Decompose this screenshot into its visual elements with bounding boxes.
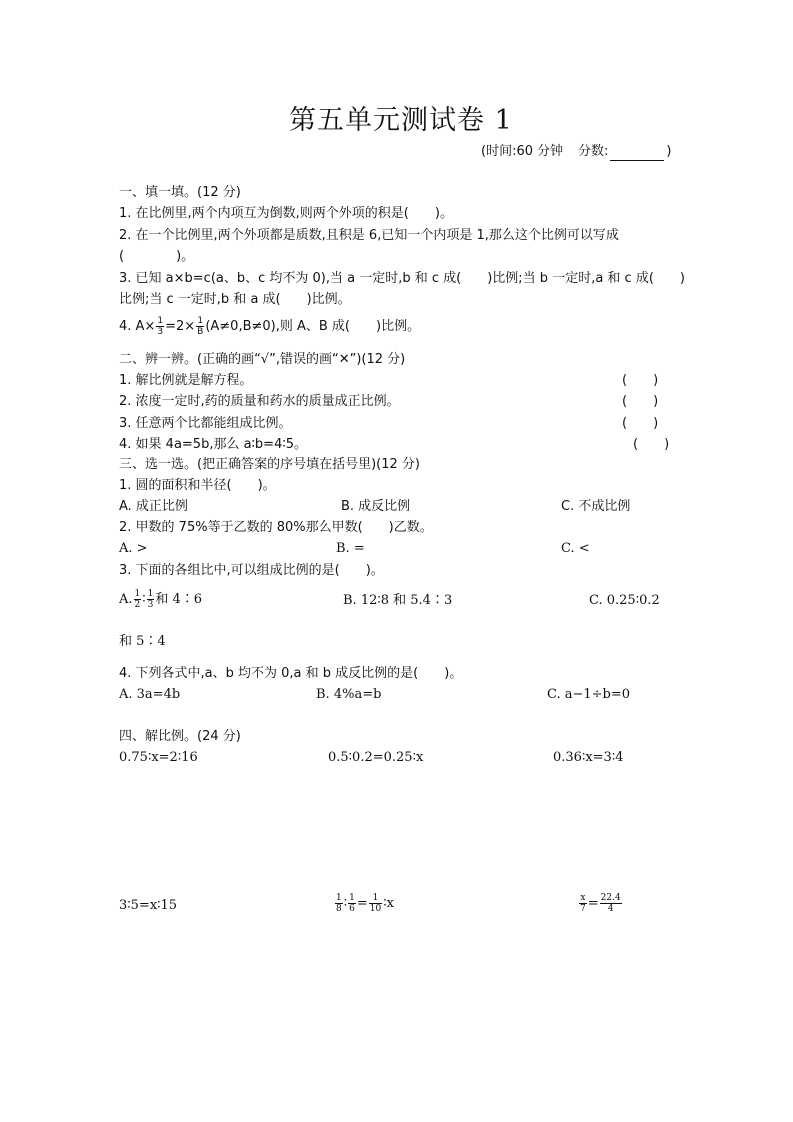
fraction-denominator: 10: [369, 904, 382, 914]
score-close: ): [666, 144, 672, 159]
s2-answer-bracket-3: ( ): [622, 416, 659, 431]
s2-answer-bracket-2: ( ): [622, 394, 659, 409]
s3-q4-option-a: A. 3a=4b: [119, 687, 181, 702]
s1-question-4: [119, 316, 420, 337]
s2-item-3: 3. 任意两个比都能组成比例。: [119, 416, 292, 431]
s3-q2-option-c: C. <: [561, 541, 590, 556]
fraction: [335, 893, 343, 914]
fraction: [348, 893, 356, 914]
s4-equation-4: 3∶5=x∶15: [119, 898, 178, 913]
fraction: [600, 893, 622, 914]
fraction-numerator: x: [580, 893, 586, 903]
fraction-numerator: 1: [349, 893, 355, 903]
fraction: [147, 589, 155, 610]
section1-heading: 一、填一填。(12 分): [119, 185, 241, 200]
s3-q1-option-b: B. 成反比例: [341, 499, 411, 514]
equation-tail: ∶x: [383, 896, 394, 911]
score-blank: [610, 147, 664, 161]
section3-heading: 三、选一选。(把正确答案的序号填在括号里)(12 分): [119, 457, 420, 472]
s3-question-1: 1. 圆的面积和半径( )。: [119, 478, 276, 493]
q4-suffix: (A≠0,B≠0),则 A、B 成( )比例。: [205, 319, 421, 334]
s3-q2-option-b: B. =: [336, 541, 365, 556]
fraction-denominator: 3: [147, 600, 154, 610]
equals-sign: =: [356, 896, 368, 911]
s3-q1-option-c: C. 不成比例: [561, 499, 631, 514]
option-a-prefix: A.: [119, 592, 133, 607]
s3-q1-option-a: A. 成正比例: [119, 499, 188, 514]
s3-question-2: 2. 甲数的 75%等于乙数的 80%那么甲数( )乙数。: [119, 520, 433, 535]
s3-q3-option-a: [119, 589, 202, 610]
s3-question-3: 3. 下面的各组比中,可以组成比例的是( )。: [119, 563, 384, 578]
s1-question-1: 1. 在比例里,两个内项互为倒数,则两个外项的积是( )。: [119, 206, 453, 221]
fraction-numerator: 1: [369, 893, 382, 904]
ratio-colon: ∶: [142, 592, 146, 607]
fraction-denominator: 3: [157, 327, 164, 337]
fraction-denominator: 8: [336, 904, 342, 914]
s2-answer-bracket-4: ( ): [633, 437, 670, 452]
score-field: [578, 143, 671, 161]
fraction-numerator: 1: [134, 589, 141, 599]
s2-answer-bracket-1: ( ): [622, 373, 659, 388]
s3-question-4: 4. 下列各式中,a、b 均不为 0,a 和 b 成反比例的是( )。: [119, 666, 463, 681]
s3-q4-option-c: C. a−1÷b=0: [547, 687, 631, 702]
fraction-numerator: 1: [197, 316, 204, 326]
section2-heading: 二、辨一辨。(正确的画“√”,错误的画“✕”)(12 分): [119, 352, 406, 367]
equals-sign: =: [587, 896, 599, 911]
s2-item-4: 4. 如果 4a=5b,那么 a∶b=4∶5。: [119, 437, 308, 452]
s3-q3-option-c: C. 0.25∶0.2: [589, 593, 660, 608]
fraction-numerator: 22.4: [600, 893, 621, 903]
s4-equation-6: [578, 893, 623, 914]
s1-question-2-line1: 2. 在一个比例里,两个外项都是质数,且积是 6,已知一个内项是 1,那么这个比例可以写成: [119, 228, 619, 243]
page-title: 第五单元测试卷 1: [289, 105, 513, 136]
fraction: [196, 316, 204, 337]
s2-item-2: 2. 浓度一定时,药的质量和药水的质量成正比例。: [119, 394, 400, 409]
s4-equation-3: 0.36∶x=3∶4: [553, 750, 624, 765]
q4-mid: =2×: [165, 319, 196, 334]
s4-equation-5: [334, 893, 394, 914]
fraction-numerator: 1: [147, 589, 154, 599]
s2-item-1: 1. 解比例就是解方程。: [119, 373, 253, 388]
fraction: [134, 589, 142, 610]
s3-q2-option-a: A. >: [119, 541, 148, 556]
s1-question-2-line2: ( )。: [119, 249, 195, 264]
section4-heading: 四、解比例。(24 分): [119, 729, 241, 744]
fraction: [369, 893, 382, 914]
s4-equation-1: 0.75∶x=2∶16: [119, 750, 198, 765]
option-a-suffix: 和 4∶6: [155, 592, 203, 607]
fraction-denominator: 7: [580, 904, 586, 914]
time-label: (时间:60 分钟: [481, 144, 564, 159]
fraction: [579, 893, 587, 914]
fraction-denominator: 6: [349, 904, 355, 914]
ratio-colon: ∶: [343, 896, 348, 911]
fraction-denominator: 4: [607, 904, 614, 914]
s4-equation-2: 0.5∶0.2=0.25∶x: [328, 750, 424, 765]
s3-q3-option-b: B. 12∶8 和 5.4∶3: [343, 593, 453, 608]
fraction-numerator: 1: [336, 893, 342, 903]
s3-q4-option-b: B. 4%a=b: [316, 687, 382, 702]
s1-question-3-line1: 3. 已知 a×b=c(a、b、c 均不为 0),当 a 一定时,b 和 c 成( )比例;当 b 一定时,a 和 c 成( ): [119, 271, 685, 286]
fraction: [156, 316, 164, 337]
fraction-denominator: 2: [134, 600, 141, 610]
q4-prefix: 4. A×: [119, 319, 156, 334]
score-label: 分数:: [578, 144, 609, 159]
fraction-numerator: 1: [157, 316, 164, 326]
fraction-denominator: B: [197, 327, 204, 337]
s1-question-3-line2: 比例;当 c 一定时,b 和 a 成( )比例。: [119, 292, 351, 307]
s3-q3-option-c-continued: 和 5∶4: [119, 634, 166, 649]
